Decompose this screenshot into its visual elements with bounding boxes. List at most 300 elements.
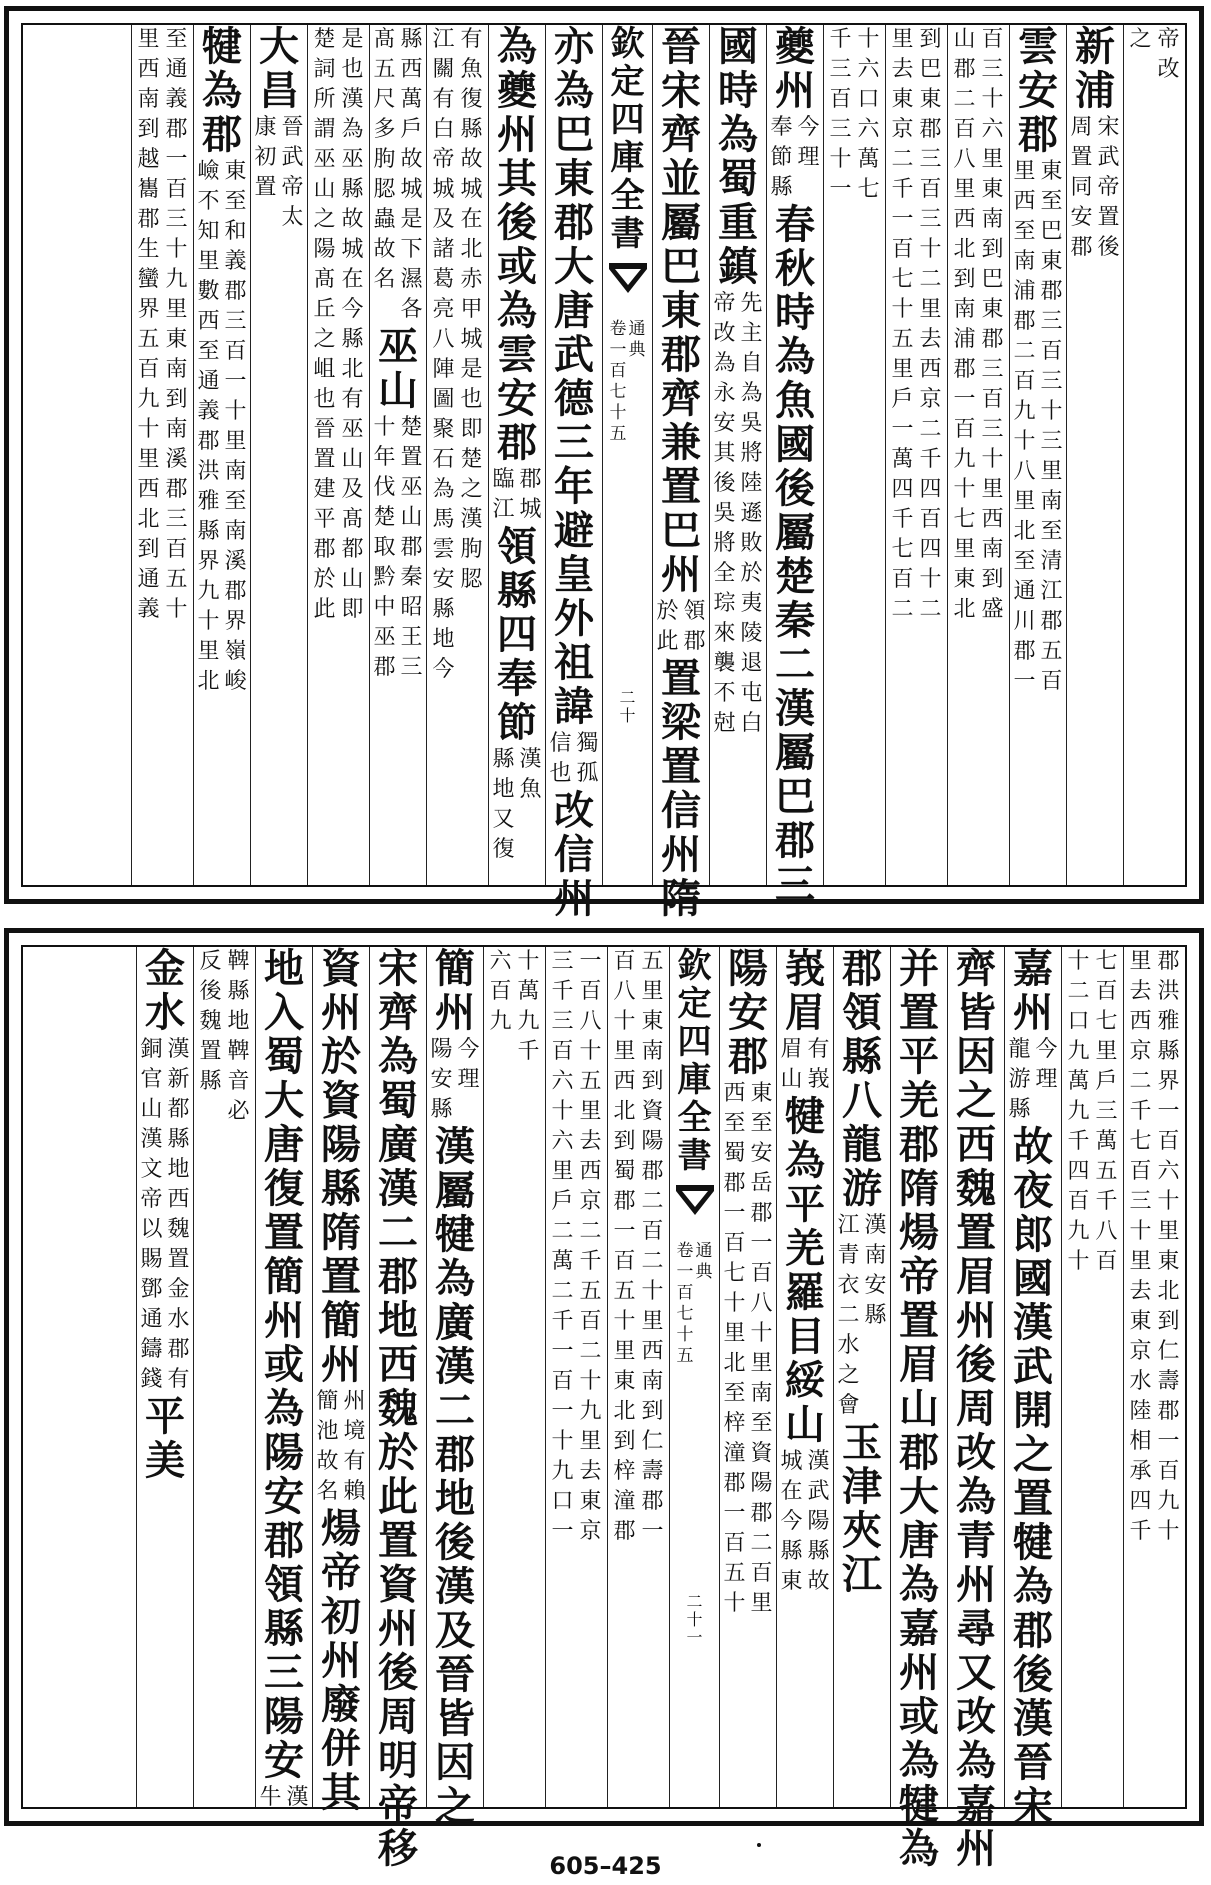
annotation-char: 和 <box>224 219 247 244</box>
note-char: 京 <box>1129 1039 1152 1064</box>
note-line <box>198 947 224 1097</box>
note-char: 改 <box>1157 57 1180 82</box>
note-char: 巫 <box>313 147 336 172</box>
note-char: 仁 <box>1157 1339 1180 1364</box>
text-char: 巴 <box>661 243 701 290</box>
note-char: 縣 <box>1157 1039 1180 1064</box>
annotation-char: 南 <box>1040 489 1063 514</box>
annotation-char: 浦 <box>1013 279 1036 304</box>
note-char: 里 <box>579 1429 602 1454</box>
annotation-char: 襲 <box>713 651 736 676</box>
page-number-char: 二 <box>686 1592 703 1611</box>
note-char: 甲 <box>460 297 483 322</box>
text-char: 為 <box>554 67 594 114</box>
note-char: 北 <box>460 237 483 262</box>
text-char: 信 <box>661 787 701 834</box>
note-char: 蜀 <box>613 1159 636 1184</box>
text-column <box>709 25 766 885</box>
text-char: 節 <box>497 699 537 746</box>
annotation-line <box>739 289 765 739</box>
text-char: 安 <box>264 1737 304 1784</box>
annotation-char: 帝 <box>140 1187 163 1212</box>
annotation-char: 陵 <box>740 621 763 646</box>
text-char: 犍 <box>1013 1519 1053 1566</box>
annotation-char: 錢 <box>140 1367 163 1392</box>
note-char: 今 <box>432 657 455 682</box>
annotation-char: 郡 <box>373 655 396 680</box>
text-char: 後 <box>775 465 815 512</box>
note-line <box>516 947 542 1067</box>
note-char: 楚 <box>313 27 336 52</box>
note-char: 東 <box>919 87 942 112</box>
text-char: 州 <box>956 1297 996 1344</box>
annotation-char: 一 <box>723 1201 746 1226</box>
volume-char: 卷 <box>676 1241 694 1261</box>
annotation-line <box>285 1783 311 1813</box>
annotation-char: 衣 <box>837 1273 860 1298</box>
annotation-char: 故 <box>807 1569 830 1594</box>
annotation-char: 安 <box>864 1273 887 1298</box>
annotation-note <box>315 1387 368 1507</box>
annotation-char: 八 <box>1013 459 1036 484</box>
text-char: 山 <box>899 1385 939 1432</box>
note-char: 南 <box>981 537 1004 562</box>
annotation-char: 漢 <box>140 1127 163 1152</box>
note-char: 到 <box>641 1399 664 1424</box>
note-char: 一 <box>891 417 914 442</box>
note-char: 百 <box>1067 1189 1090 1214</box>
text-char: 帝 <box>378 1781 418 1828</box>
note-char: 城 <box>341 237 364 262</box>
annotation-char: 百 <box>750 1261 773 1286</box>
note-char: 六 <box>981 117 1004 142</box>
note-char: 到 <box>641 1069 664 1094</box>
text-column <box>312 945 369 1816</box>
volume-char: 百 <box>609 361 627 381</box>
note-char: 里 <box>891 27 914 52</box>
note-char: 七 <box>953 507 976 532</box>
text-char: 唐 <box>264 1121 304 1168</box>
text-char: 州 <box>661 831 701 878</box>
annotation-line <box>315 1387 341 1507</box>
note-char: 安 <box>432 567 455 592</box>
page-number <box>670 1593 719 1647</box>
note-char: 界 <box>1157 1069 1180 1094</box>
note-char: 千 <box>1067 1129 1090 1154</box>
annotation-char: 各 <box>400 297 423 322</box>
annotation-char: 朐 <box>373 147 396 172</box>
text-char: 陽 <box>321 1121 361 1168</box>
note-char: 里 <box>891 357 914 382</box>
note-char: 之 <box>313 207 336 232</box>
note-char: 西 <box>613 1069 636 1094</box>
annotation-char: 奉 <box>770 115 793 140</box>
text-char: 眉 <box>785 989 825 1036</box>
annotation-char: 巫 <box>373 625 396 650</box>
annotation-char: 界 <box>224 609 247 634</box>
note-char: 十 <box>517 949 540 974</box>
note-char: 巫 <box>341 147 364 172</box>
annotation-char: 里 <box>1013 489 1036 514</box>
annotation-char: 下 <box>400 237 423 262</box>
note-char: 京 <box>1129 1339 1152 1364</box>
text-char: 為 <box>899 1825 939 1872</box>
text-char: 漢 <box>1013 1695 1053 1742</box>
annotation-line <box>139 1035 165 1395</box>
annotation-char: 五 <box>373 57 396 82</box>
annotation-char: 至 <box>1013 549 1036 574</box>
note-char: 詞 <box>313 57 336 82</box>
book-name-char: 通 <box>628 319 646 339</box>
note-char: 百 <box>953 417 976 442</box>
annotation-char: 陽 <box>807 1509 830 1534</box>
annotation-char: 武 <box>281 145 304 170</box>
annotation-char: 獨 <box>576 731 599 756</box>
annotation-line <box>1034 1035 1060 1125</box>
text-column <box>250 25 307 885</box>
annotation-char: 十 <box>224 399 247 424</box>
annotation-char: 十 <box>373 415 396 440</box>
text-char: 武 <box>554 331 594 378</box>
note-char: 盛 <box>981 597 1004 622</box>
annotation-char: 水 <box>167 1307 190 1332</box>
note-char: 百 <box>137 357 160 382</box>
annotation-char: 新 <box>167 1067 190 1092</box>
text-char: 州 <box>1013 989 1053 1036</box>
note-char: 北 <box>1157 1279 1180 1304</box>
note-char: 故 <box>341 207 364 232</box>
annotation-char: 武 <box>807 1479 830 1504</box>
note-char: 梓 <box>613 1459 636 1484</box>
note-char: 九 <box>551 1459 574 1484</box>
note-char: 五 <box>641 949 664 974</box>
note-char: 六 <box>489 949 512 974</box>
text-char: 避 <box>554 507 594 554</box>
text-char: 祖 <box>554 639 594 686</box>
note-char: 仁 <box>641 1429 664 1454</box>
annotation-char: 郡 <box>723 1171 746 1196</box>
annotation-char: 西 <box>167 1187 190 1212</box>
note-char: 北 <box>953 597 976 622</box>
page-number-char: 十 <box>619 706 636 725</box>
note-char: 里 <box>981 477 1004 502</box>
annotation-char: 郡 <box>750 1501 773 1526</box>
text-char: 領 <box>264 1561 304 1608</box>
note-char: 陽 <box>313 237 336 262</box>
note-char: 二 <box>919 267 942 292</box>
text-char: 時 <box>775 289 815 336</box>
note-char: 百 <box>165 177 188 202</box>
note-line <box>828 25 854 205</box>
annotation-char: 百 <box>723 1531 746 1556</box>
note-char: 百 <box>891 567 914 592</box>
note-char: 即 <box>460 417 483 442</box>
note-char: 百 <box>551 1039 574 1064</box>
annotation-char: 置 <box>1097 205 1120 230</box>
note-char: 岨 <box>313 357 336 382</box>
annotation-char: 於 <box>740 561 763 586</box>
note-char: 萬 <box>1095 1129 1118 1154</box>
note-char: 地 <box>432 627 455 652</box>
text-char: 西 <box>956 1121 996 1168</box>
text-char: 東 <box>661 287 701 334</box>
note-char: 城 <box>460 327 483 352</box>
text-char: 陽 <box>264 1693 304 1740</box>
text-char: 宋 <box>1013 1783 1053 1830</box>
note-line <box>431 25 457 685</box>
note-char: 十 <box>919 237 942 262</box>
annotation-char: 南 <box>224 519 247 544</box>
note-char: 置 <box>199 1039 222 1064</box>
book-name <box>696 1241 713 1367</box>
text-char: 秦 <box>775 597 815 644</box>
note-char: 萬 <box>857 147 880 172</box>
text-column <box>833 947 890 1807</box>
note-char: 千 <box>891 507 914 532</box>
note-char: 口 <box>551 1489 574 1514</box>
annotation-note <box>548 729 601 789</box>
text-char: 國 <box>718 23 758 70</box>
volume-char: 十 <box>609 403 627 423</box>
note-char: 髙 <box>341 507 364 532</box>
note-char: 承 <box>1129 1459 1152 1484</box>
note-char: 二 <box>579 1219 602 1244</box>
volume-char: 百 <box>676 1283 694 1303</box>
text-char: 為 <box>775 333 815 380</box>
annotation-char: 里 <box>1013 159 1036 184</box>
note-char: 丘 <box>313 297 336 322</box>
note-char: 二 <box>919 417 942 442</box>
annotation-char: 敗 <box>740 531 763 556</box>
text-char: 兼 <box>661 419 701 466</box>
note-char: 六 <box>857 57 880 82</box>
note-char: 六 <box>1157 1159 1180 1184</box>
note-char: 郡 <box>313 537 336 562</box>
annotation-char: 二 <box>1013 339 1036 364</box>
annotation-char: 城 <box>400 177 423 202</box>
note-char: 郡 <box>613 1189 636 1214</box>
text-char: 浦 <box>1075 67 1115 114</box>
annotation-char: 里 <box>197 249 220 274</box>
annotation-char: 縣 <box>400 27 423 52</box>
note-column <box>193 947 255 1807</box>
annotation-char: 年 <box>373 445 396 470</box>
note-char: 城 <box>460 177 483 202</box>
annotation-char: 秦 <box>400 565 423 590</box>
text-char: 置 <box>378 1517 418 1564</box>
text-column <box>488 25 545 885</box>
note-char: 在 <box>460 207 483 232</box>
text-char: 宋 <box>378 945 418 992</box>
note-char: 七 <box>891 537 914 562</box>
annotation-char: 之 <box>837 1363 860 1388</box>
note-char: 九 <box>489 1009 512 1034</box>
text-char: 郡 <box>497 419 537 466</box>
annotation-char: 池 <box>316 1419 339 1444</box>
annotation-char: 退 <box>740 651 763 676</box>
note-char: 東 <box>579 1489 602 1514</box>
annotation-char: 一 <box>723 1501 746 1526</box>
annotation-line <box>429 1035 455 1125</box>
note-char: 一 <box>891 207 914 232</box>
text-char: 晉 <box>661 23 701 70</box>
annotation-char: 郡 <box>224 579 247 604</box>
annotation-char: 為 <box>713 351 736 376</box>
note-char: 十 <box>829 147 852 172</box>
annotation-char: 一 <box>750 1231 773 1256</box>
note-column <box>307 25 369 885</box>
page-top-panel <box>4 6 1204 922</box>
note-char: 諸 <box>432 237 455 262</box>
annotation-char: 牛 <box>259 1785 282 1810</box>
note-char: 戶 <box>551 1189 574 1214</box>
text-char: 州 <box>321 1637 361 1684</box>
note-char: 東 <box>981 297 1004 322</box>
annotation-line <box>575 729 601 789</box>
note-char: 千 <box>829 27 852 52</box>
annotation-char: 郡 <box>683 629 706 654</box>
annotation-char: 初 <box>254 145 277 170</box>
text-char: 置 <box>321 1253 361 1300</box>
text-char: 武 <box>1013 1343 1053 1390</box>
note-char: 有 <box>432 87 455 112</box>
text-char: 玉 <box>842 1419 882 1466</box>
text-char: 唐 <box>554 287 594 334</box>
text-char: 郡 <box>435 1431 475 1478</box>
note-char: 石 <box>432 447 455 472</box>
note-char: 百 <box>829 87 852 112</box>
annotation-note <box>196 157 249 697</box>
text-char: 津 <box>842 1463 882 1510</box>
annotation-char: 至 <box>750 1111 773 1136</box>
annotation-char: 都 <box>167 1097 190 1122</box>
note-char: 百 <box>613 949 636 974</box>
annotation-line <box>769 113 795 203</box>
annotation-char: 也 <box>549 761 572 786</box>
text-char: 又 <box>956 1649 996 1696</box>
text-char: 為 <box>378 1033 418 1080</box>
note-char: 一 <box>551 1339 574 1364</box>
text-char: 新 <box>1075 23 1115 70</box>
text-char: 國 <box>775 421 815 468</box>
note-char: 巫 <box>341 417 364 442</box>
note-char: 建 <box>313 477 336 502</box>
text-char: 漢 <box>435 1123 475 1170</box>
annotation-char: 尅 <box>713 711 736 736</box>
text-column <box>776 947 833 1807</box>
note-char: 百 <box>1157 1129 1180 1154</box>
annotation-char: 故 <box>400 147 423 172</box>
note-char: 一 <box>1157 1099 1180 1124</box>
text-column <box>193 25 250 885</box>
annotation-char: 漢 <box>286 1785 309 1810</box>
note-column <box>823 25 885 885</box>
note-char: 十 <box>579 1369 602 1394</box>
note-char: 五 <box>165 567 188 592</box>
annotation-char: 嶺 <box>224 639 247 664</box>
text-char: 水 <box>145 989 185 1036</box>
annotation-line <box>372 413 398 683</box>
note-char: 有 <box>460 27 483 52</box>
annotation-char: 吳 <box>740 411 763 436</box>
annotation-char: 臨 <box>492 467 515 492</box>
note-char: 八 <box>432 327 455 352</box>
text-char: 楚 <box>775 553 815 600</box>
note-line <box>1066 947 1092 1277</box>
note-column <box>1123 947 1185 1807</box>
note-char: 圖 <box>432 387 455 412</box>
text-char: 夜 <box>1013 1167 1053 1214</box>
annotation-char: 後 <box>1097 235 1120 260</box>
text-char: 魏 <box>378 1385 418 1432</box>
note-char: 資 <box>641 1099 664 1124</box>
note-column <box>1061 947 1123 1807</box>
note-char: 是 <box>460 357 483 382</box>
text-char: 廣 <box>435 1299 475 1346</box>
note-char: 八 <box>613 979 636 1004</box>
annotation-char: 今 <box>1035 1037 1058 1062</box>
book-title-char: 四 <box>610 100 645 140</box>
annotation-char: 縣 <box>807 1539 830 1564</box>
note-char: 縣 <box>227 979 250 1004</box>
annotation-char: 濕 <box>400 267 423 292</box>
note-char: 西 <box>137 477 160 502</box>
page-number-char: 十 <box>686 1610 703 1629</box>
note-char: 里 <box>641 979 664 1004</box>
book-title-char: 定 <box>610 62 645 102</box>
text-char: 初 <box>321 1593 361 1640</box>
annotation-char: 帝 <box>281 175 304 200</box>
text-char: 之 <box>956 1077 996 1124</box>
note-char: 里 <box>1129 949 1152 974</box>
annotation-char: 金 <box>167 1277 190 1302</box>
text-char: 郡 <box>728 1033 768 1080</box>
annotation-line <box>548 729 574 789</box>
annotation-char: 里 <box>723 1321 746 1346</box>
note-char: 百 <box>641 1219 664 1244</box>
note-char: 里 <box>551 1159 574 1184</box>
annotation-char: 郡 <box>723 1471 746 1496</box>
annotation-char: 尺 <box>373 87 396 112</box>
text-char: 信 <box>554 831 594 878</box>
note-char: 在 <box>341 267 364 292</box>
note-char: 百 <box>981 387 1004 412</box>
text-char: 州 <box>435 989 475 1036</box>
annotation-char: 周 <box>1070 115 1093 140</box>
text-char: 唐 <box>899 1517 939 1564</box>
note-char: 西 <box>953 207 976 232</box>
text-char: 置 <box>661 463 701 510</box>
note-char: 九 <box>1157 1489 1180 1514</box>
annotation-char: 領 <box>683 599 706 624</box>
annotation-char: 五 <box>1040 639 1063 664</box>
book-title-char: 欽 <box>677 946 712 986</box>
annotation-char: 境 <box>343 1419 366 1444</box>
annotation-line <box>796 113 822 203</box>
note-char: 縣 <box>341 177 364 202</box>
note-char: 城 <box>432 177 455 202</box>
annotation-char: 取 <box>373 535 396 560</box>
note-char: 縣 <box>199 1069 222 1094</box>
annotation-char: 東 <box>1040 249 1063 274</box>
annotation-char: 郡 <box>197 429 220 454</box>
text-char: 開 <box>1013 1387 1053 1434</box>
text-char: 皆 <box>435 1695 475 1742</box>
annotation-char: 置 <box>254 175 277 200</box>
annotation-char: 簡 <box>316 1389 339 1414</box>
text-char: 為 <box>956 1473 996 1520</box>
note-char: 水 <box>1129 1369 1152 1394</box>
